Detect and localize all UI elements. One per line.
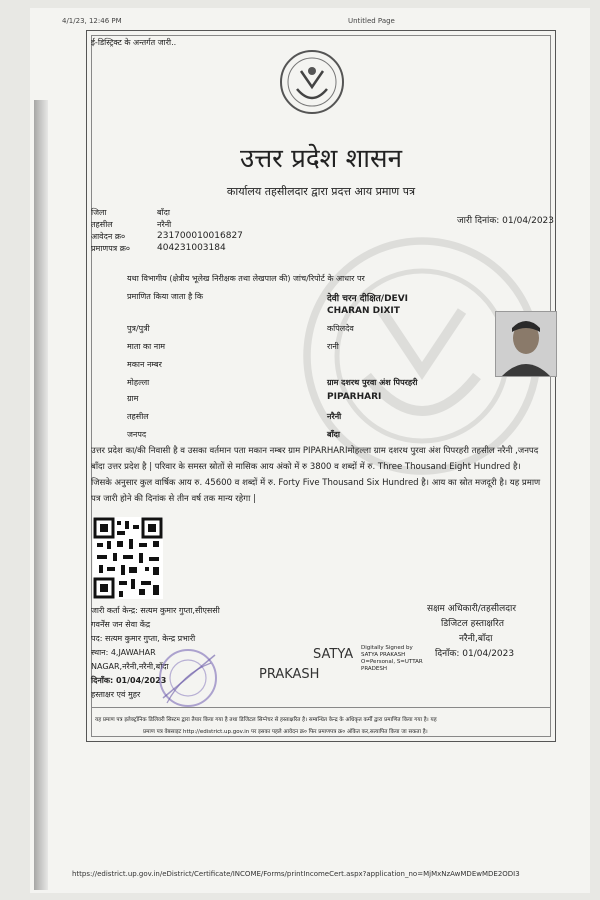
issuer-line-1: जारी कर्ता केन्द्र: सत्यम कुमार गुप्ता,सीएससी xyxy=(91,606,220,615)
top-note: ई-डिस्ट्रिक्ट के अन्तर्गत जारी.. xyxy=(91,38,177,47)
issuer-line-7: हस्ताक्षर एवं मुहर xyxy=(91,690,141,699)
detail-value-village: PIPARHARI xyxy=(327,392,382,402)
field-label-district: जिला xyxy=(91,208,107,217)
footer-line-1: यह प्रमाण पत्र इलेक्ट्रॉनिक डिलिवरी सिस्टम द्वारा तैयार किया गया है तथा डिजिटल सिग्नेचर से हस्ताक्षरित है। सम्बन्धित केन्द्र के अधिकृत कर्मी द्वारा प्रमाणित किया गया है। यह xyxy=(95,717,437,723)
up-government-emblem-icon xyxy=(279,49,345,115)
signer-name-2: PRAKASH xyxy=(259,667,320,682)
issuer-line-3: पद: सत्यम कुमार गुप्ता, केन्द्र प्रभारी xyxy=(91,634,196,643)
signer-name-1: SATYA xyxy=(313,647,354,662)
issuer-line-2: गवर्नेंस जन सेवा केंद्र xyxy=(91,620,151,629)
scan-shadow xyxy=(34,100,48,890)
detail-label-locality: मोहल्ला xyxy=(127,378,150,387)
certificate-title: उत्तर प्रदेश शासन xyxy=(239,144,403,174)
field-value-certificate-no: 404231003184 xyxy=(157,243,226,253)
digital-sign-line-1: Digitally Signed by xyxy=(361,645,413,651)
seal-stamp-icon xyxy=(153,643,223,713)
authority-line-3: नरैनी,बाँदा xyxy=(459,634,493,644)
detail-value-mother: रानी xyxy=(327,342,339,351)
detail-value-locality: ग्राम दशरथ पुरवा अंश पिपरहरी xyxy=(327,378,418,387)
detail-value-tehsil: नरैनी xyxy=(327,412,342,421)
intro-line-2: प्रमाणित किया जाता है कि xyxy=(127,292,204,301)
detail-label-mother: माता का नाम xyxy=(127,342,166,351)
digital-sign-line-2: SATYA PRAKASH xyxy=(361,652,406,658)
field-label-certificate-no: प्रमाणपत्र क्र० xyxy=(91,244,130,253)
detail-label-house-no: मकान नम्बर xyxy=(127,360,162,369)
field-label-application-no: आवेदन क्र० xyxy=(91,232,126,241)
holder-name-line-1: देवी चरन दीक्षित/DEVI xyxy=(327,294,409,304)
issuer-line-5: NAGAR,नरैनी,नरैनी,बाँदा xyxy=(91,662,169,671)
field-value-tehsil: नरैनी xyxy=(157,220,172,229)
field-value-application-no: 231700010016827 xyxy=(157,231,243,241)
footer-divider xyxy=(91,707,551,708)
detail-label-tehsil: तहसील xyxy=(127,412,149,421)
print-page-title: Untitled Page xyxy=(348,17,395,25)
issue-date: जारी दिनांक: 01/04/2023 xyxy=(457,216,554,226)
detail-value-district: बाँदा xyxy=(327,430,340,439)
issuer-line-4: स्थान: 4,JAWAHAR xyxy=(91,648,156,657)
holder-photo xyxy=(495,311,557,377)
page-url: https://edistrict.up.gov.in/eDistrict/Certificate/INCOME/Forms/printIncomeCert.aspx?application_no=MjMxNzAwMDEwMDE2ODI3 xyxy=(72,870,520,878)
digital-sign-line-3: O=Personal, S=UTTAR xyxy=(361,659,423,665)
authority-line-2: डिजिटल हस्ताक्षरित xyxy=(441,619,504,629)
print-datetime: 4/1/23, 12:46 PM xyxy=(62,17,122,25)
intro-line-1: यथा विभागीय (क्षेत्रीय भूलेख निरीक्षक तथा लेखपाल की) जांच/रिपोर्ट के आधार पर xyxy=(127,274,365,283)
detail-label-village: ग्राम xyxy=(127,394,139,403)
authority-line-1: सक्षम अधिकारी/तहसीलदार xyxy=(427,604,517,614)
detail-value-parent: कपिलदेव xyxy=(327,324,354,333)
footer-line-2: प्रमाण पत्र वेबसाइट http://edistrict.up.gov.in पर इसका पहले आवेदन क्र० फिर प्रमाणपत्र क्र० अंकित कर,सत्यापित किया जा सकता है। xyxy=(143,729,428,735)
detail-label-district: जनपद xyxy=(127,430,147,439)
detail-label-parent: पुत्र/पुत्री xyxy=(127,324,150,333)
authority-line-4: दिनाँक: 01/04/2023 xyxy=(435,649,515,659)
qr-code-icon xyxy=(93,517,163,599)
issuer-line-6: दिनाँक: 01/04/2023 xyxy=(91,676,167,685)
holder-name-line-2: CHARAN DIXIT xyxy=(327,306,400,316)
digital-sign-line-4: PRADESH xyxy=(361,666,388,672)
certificate-subtitle: कार्यालय तहसीलदार द्वारा प्रदत्त आय प्रमाण पत्र xyxy=(226,185,416,198)
field-value-district: बाँदा xyxy=(157,208,170,217)
field-label-tehsil: तहसील xyxy=(91,220,113,229)
certificate-paragraph: उत्तर प्रदेश का/की निवासी है व उसका वर्तमान पता मकान नम्बर ग्राम PIPARHARIमोहल्ला ग्राम दशरथ पुरवा अंश पिपरहरी तहसील नरैनी ,जनपद बाँदा उत्तर प्रदेश है | परिवार के समस्त स्रोतों से मासिक आय अंको में रु 3800 व शब्दों में रु. Three Thousand Eight Hundred है। जिसके अनुसार कुल वार्षिक आय रु. 45600 व शब्दों में रु. Forty Five Thousand Six Hundred है। आय का स्रोत मजदूरी है। यह प्रमाण पत्र जारी होने की दिनांक से तीन वर्ष तक मान्य रहेगा | xyxy=(91,446,541,504)
certificate-frame xyxy=(86,30,556,742)
